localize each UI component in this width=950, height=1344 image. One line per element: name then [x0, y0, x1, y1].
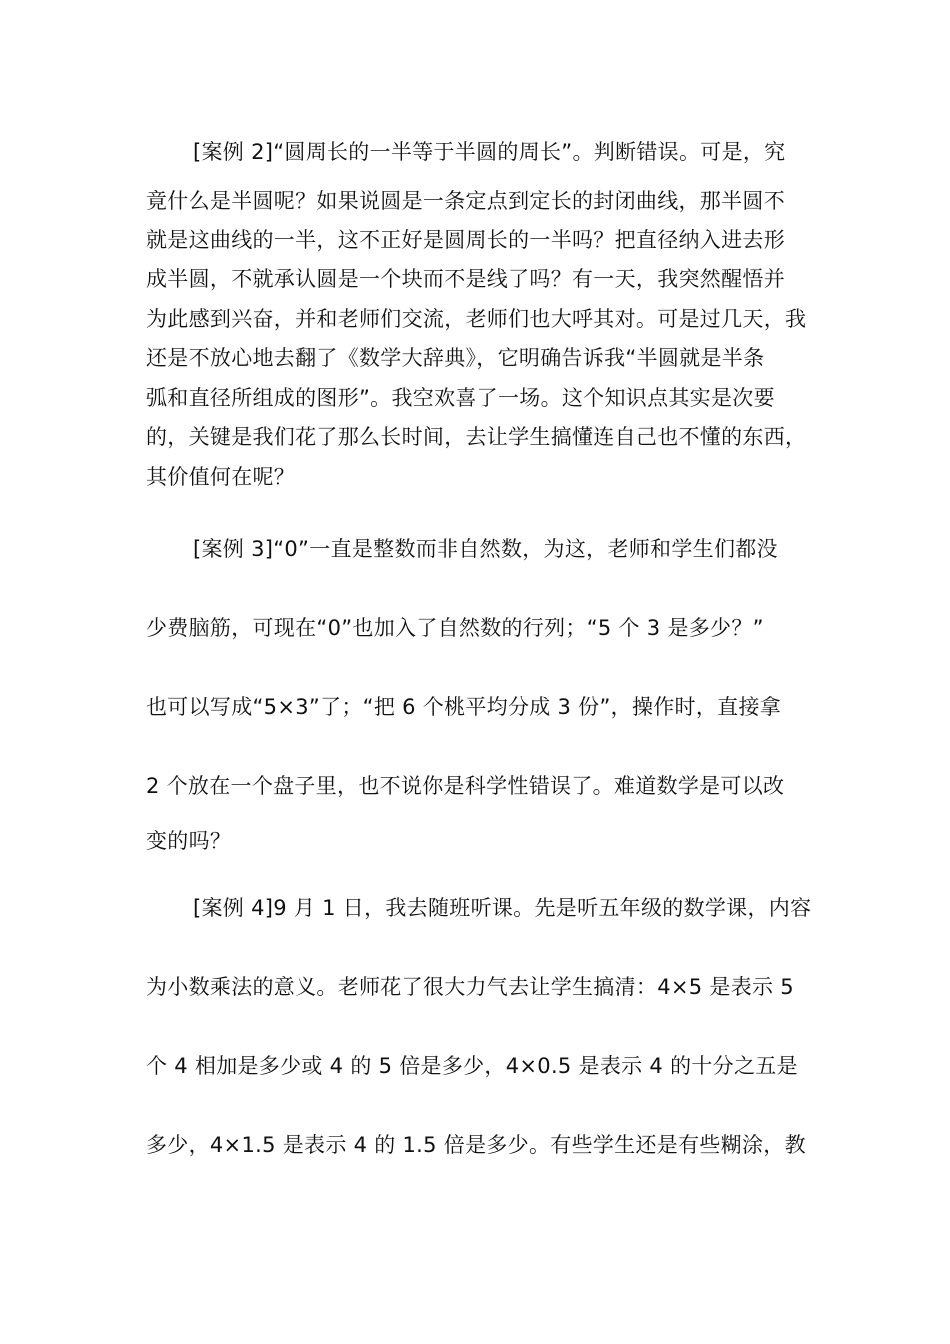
text-line: 还是不放心地去翻了《数学大辞典》，它明确告诉我“半圆就是半条	[146, 346, 765, 370]
text-line: 个 4 相加是多少或 4 的 5 倍是多少，4×0.5 是表示 4 的十分之五是	[146, 1054, 798, 1078]
text-line: 弧和直径所组成的图形”。我空欢喜了一场。这个知识点其实是次要	[146, 386, 775, 410]
text-line: 多少，4×1.5 是表示 4 的 1.5 倍是多少。有些学生还是有些糊涂，教	[146, 1133, 806, 1157]
text-line: 2 个放在一个盘子里，也不说你是科学性错误了。难道数学是可以改	[146, 774, 785, 798]
text-line: 成半圆，不就承认圆是一个块而不是线了吗？有一天，我突然醒悟并	[146, 267, 785, 291]
text-line: 的，关键是我们花了那么长时间，去让学生搞懂连自己也不懂的东西，	[146, 425, 807, 449]
text-line: [案例 3]“0”一直是整数而非自然数，为这，老师和学生们都没	[193, 537, 778, 561]
text-line: 其价值何在呢？	[146, 465, 296, 489]
text-line: 为小数乘法的意义。老师花了很大力气去让学生搞清：4×5 是表示 5	[146, 975, 794, 999]
text-line: 竟什么是半圆呢？如果说圆是一条定点到定长的封闭曲线，那半圆不	[146, 189, 785, 213]
text-line: 变的吗？	[146, 829, 232, 853]
text-line: [案例 2]“圆周长的一半等于半圆的周长”。判断错误。可是，究	[193, 140, 786, 164]
text-line: 为此感到兴奋，并和老师们交流，老师们也大呼其对。可是过几天，我	[146, 307, 807, 331]
text-line: 就是这曲线的一半，这不正好是圆周长的一半吗？把直径纳入进去形	[146, 228, 785, 252]
text-line: 也可以写成“5×3”了；“把 6 个桃平均分成 3 份”，操作时，直接拿	[146, 695, 782, 719]
text-line: [案例 4]9 月 1 日，我去随班听课。先是听五年级的数学课，内容	[193, 896, 812, 920]
text-line: 少费脑筋，可现在“0”也加入了自然数的行列；“5 个 3 是多少？”	[146, 616, 764, 640]
